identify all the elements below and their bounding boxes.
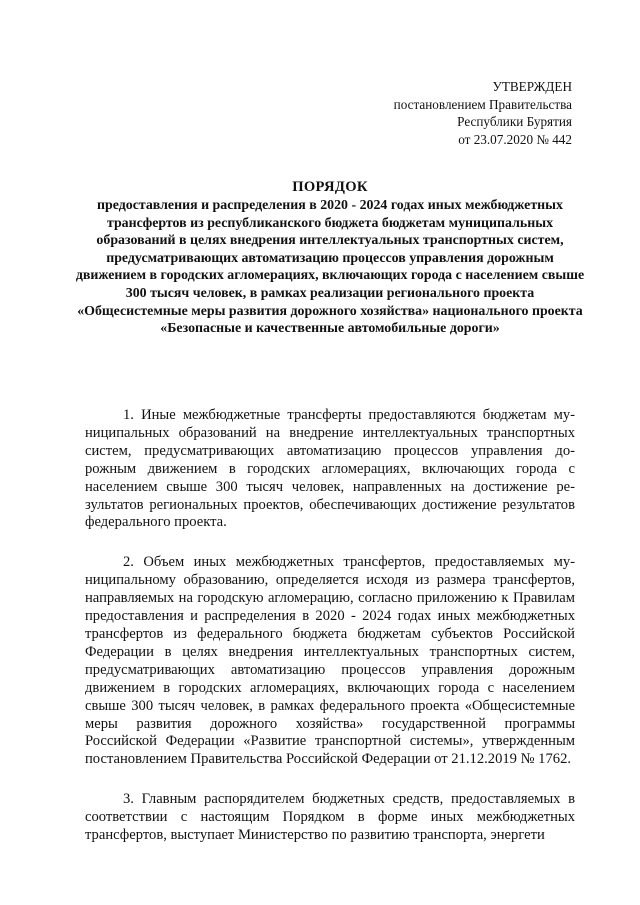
paragraph-1: 1. Иные межбюджетные трансферты предоставляются бюджетам муниципальных образований на внедрение интеллектуальных транспортных систем, предусматривающих автоматизацию процессов управления дорожным движением в городских агломерациях, включающих города с населением свыше 300 тысяч человек, направленных на достижение результатов региональных проектов, обеспечивающих достижение результатов федерального проекта. [85,407,575,531]
approval-authority: постановлением Правительства [393,96,572,112]
document-heading [70,178,590,338]
approval-region: Республики Бурятия [457,114,572,129]
approval-status: УТВЕРЖДЕН [492,79,572,94]
document-title: ПОРЯДОК [292,179,368,195]
approval-date-number: от 23.07.2020 № 442 [458,131,572,147]
paragraph-3: 3. Главным распорядителем бюджетных средств, предоставляемых в соответствии с настоящим Порядком в форме иных межбюджетных трансфертов, выступает Министерство по развитию транспорта, энергети [85,791,575,844]
document-subtitle: предоставления и распределения в 2020 - 2024 годах иных межбюджетных трансфертов из республиканского бюджета бюджетам муниципальных образований в целях внедрения интеллектуальных транспортных систем, предусматривающих автоматизацию процессов управления дорожным движением в городских агломерациях, включающих города с населением свыше 300 тысяч человек, в рамках реализации регионального проекта «Общесистемные меры развития дорожного хозяйства» национального проекта «Безопасные и качественные автомобильные дороги» [75,198,585,337]
paragraph-2: 2. Объем иных межбюджетных трансфертов, предоставляемых муниципальному образованию, определяется исходя из размера трансфертов, направляемых на городскую агломерацию, согласно приложению к Правилам предоставления и распределения в 2020 - 2024 годах иных межбюджетных трансфертов из федерального бюджета бюджетам субъектов Российской Федерации в целях внедрения интеллектуальных транспортных систем, предусматривающих автоматизацию процессов управления дорожным движением в городских агломерациях, включающих города с населением свыше 300 тысяч человек, в рамках федерального проекта «Общесистемные меры развития дорожного хозяйства» государственной программы Российской Федерации «Развитие транспортной системы», утвержденным постановлением Правительства Российской Федерации от 21.12.2019 № 1762. [85,554,575,768]
approval-block [394,78,572,148]
document-body [85,407,575,867]
